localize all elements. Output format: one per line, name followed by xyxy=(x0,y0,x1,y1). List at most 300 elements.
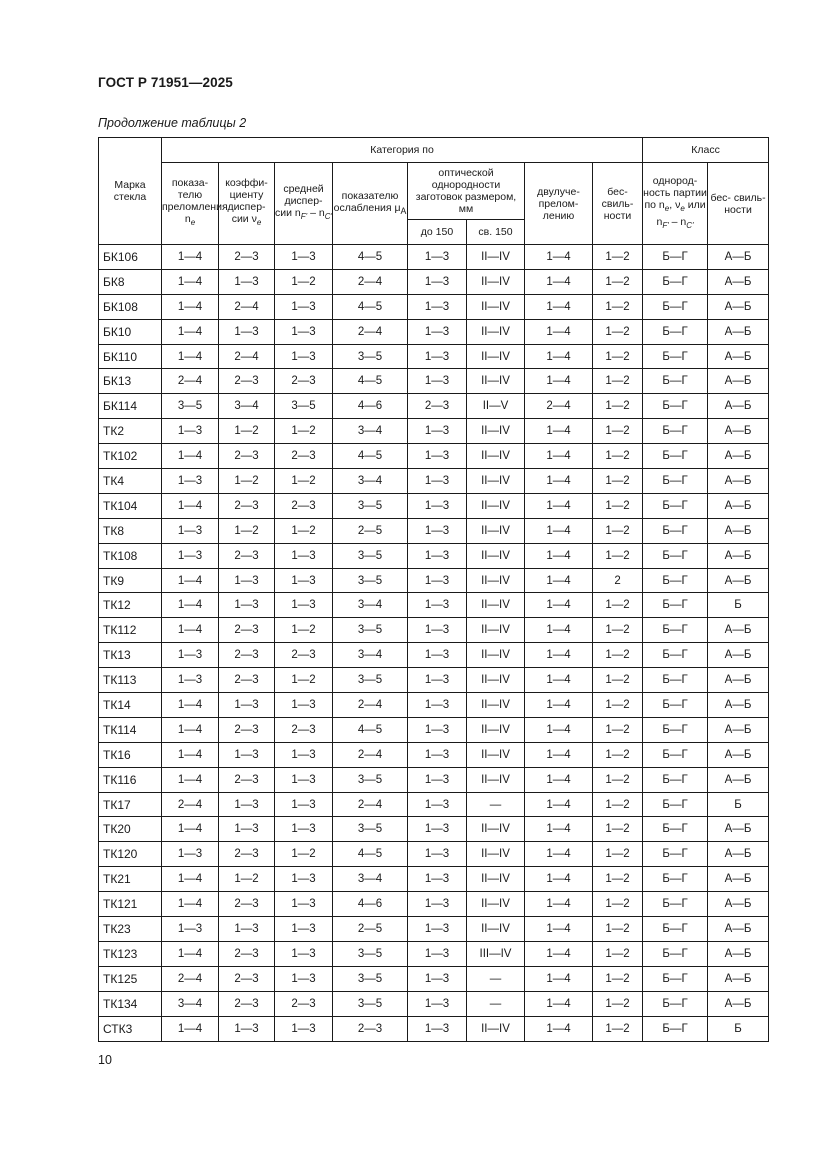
table-row xyxy=(99,792,769,817)
table-cell: 1—3 xyxy=(408,419,467,444)
glass-mark-cell: ТК12 xyxy=(99,593,162,618)
table-cell: 1—2 xyxy=(275,618,333,643)
table-row xyxy=(99,593,769,618)
table-cell: 1—3 xyxy=(275,543,333,568)
table-cell: 1—2 xyxy=(275,269,333,294)
table-cell: 3—5 xyxy=(162,394,219,419)
table-cell: 1—2 xyxy=(275,518,333,543)
table-cell: 1—4 xyxy=(162,867,219,892)
table-cell: 2—3 xyxy=(275,717,333,742)
table-cell: 3—5 xyxy=(333,966,408,991)
table-cell: 1—3 xyxy=(408,245,467,270)
table-cell: 2—3 xyxy=(219,991,275,1016)
table-cell: 1—2 xyxy=(593,742,643,767)
table-cell: А—Б xyxy=(708,742,769,767)
table-cell: 1—3 xyxy=(408,469,467,494)
table-cell: 4—5 xyxy=(333,245,408,270)
table-cell: — xyxy=(467,792,525,817)
table-row xyxy=(99,643,769,668)
table-cell: А—Б xyxy=(708,369,769,394)
table-cell: Б—Г xyxy=(643,593,708,618)
table-cell: II—IV xyxy=(467,693,525,718)
table-cell: Б—Г xyxy=(643,892,708,917)
table-cell: 1—3 xyxy=(275,593,333,618)
table-cell: 1—4 xyxy=(525,419,593,444)
table-cell: 1—4 xyxy=(162,568,219,593)
table-cell: 1—2 xyxy=(593,643,643,668)
table-cell: Б—Г xyxy=(643,493,708,518)
table-cell: 1—3 xyxy=(408,867,467,892)
table-cell: 2—4 xyxy=(162,369,219,394)
table-cell: 1—3 xyxy=(408,966,467,991)
glass-mark-cell: БК10 xyxy=(99,319,162,344)
table-cell: 1—2 xyxy=(275,668,333,693)
table-cell: 1—3 xyxy=(275,867,333,892)
table-cell: — xyxy=(467,991,525,1016)
table-cell: 2—5 xyxy=(333,917,408,942)
table-cell: 1—2 xyxy=(593,917,643,942)
table-cell: 3—5 xyxy=(333,493,408,518)
table-cell: 1—3 xyxy=(408,618,467,643)
table-cell: 1—4 xyxy=(162,767,219,792)
table-cell: Б—Г xyxy=(643,742,708,767)
table-cell: Б—Г xyxy=(643,867,708,892)
table-cell: 4—6 xyxy=(333,394,408,419)
table-cell: II—IV xyxy=(467,643,525,668)
table-cell: А—Б xyxy=(708,941,769,966)
table-cell: 1—3 xyxy=(275,892,333,917)
table-cell: 2—5 xyxy=(333,518,408,543)
header-optical-homogeneity: оптической однородности заготовок размером, мм xyxy=(408,163,525,220)
table-cell: 1—4 xyxy=(525,543,593,568)
table-cell: 1—4 xyxy=(162,693,219,718)
table-cell: 1—3 xyxy=(162,543,219,568)
table-cell: 1—2 xyxy=(593,369,643,394)
table-cell: 1—4 xyxy=(162,717,219,742)
table-cell: 3—4 xyxy=(333,469,408,494)
glass-mark-cell: ТК104 xyxy=(99,493,162,518)
table-cell: А—Б xyxy=(708,767,769,792)
table-row xyxy=(99,966,769,991)
table-cell: 1—2 xyxy=(593,543,643,568)
table-cell: 1—3 xyxy=(408,369,467,394)
table-cell: II—IV xyxy=(467,493,525,518)
table-cell: 1—3 xyxy=(408,817,467,842)
table-cell: 3—5 xyxy=(333,767,408,792)
table-cell: 1—4 xyxy=(525,593,593,618)
table-cell: 2—3 xyxy=(219,618,275,643)
table-cell: 1—4 xyxy=(525,991,593,1016)
table-cell: 1—4 xyxy=(525,867,593,892)
table-cell: 3—5 xyxy=(333,618,408,643)
table-cell: 1—4 xyxy=(525,469,593,494)
table-cell: 1—2 xyxy=(593,319,643,344)
table-cell: 1—4 xyxy=(525,817,593,842)
table-cell: 1—3 xyxy=(408,269,467,294)
table-cell: А—Б xyxy=(708,842,769,867)
header-attenuation: показателю ослабления $\mu_A$ xyxy=(333,163,408,245)
table-cell: II—IV xyxy=(467,742,525,767)
table-cell: Б—Г xyxy=(643,767,708,792)
table-cell: 1—2 xyxy=(593,493,643,518)
table-cell: Б—Г xyxy=(643,643,708,668)
table-cell: А—Б xyxy=(708,991,769,1016)
header-over-150: св. 150 xyxy=(467,220,525,245)
table-row xyxy=(99,344,769,369)
table-cell: А—Б xyxy=(708,693,769,718)
table-cell: 1—2 xyxy=(593,991,643,1016)
table-cell: 3—4 xyxy=(333,867,408,892)
table-cell: 1—4 xyxy=(525,966,593,991)
table-cell: 1—3 xyxy=(275,792,333,817)
table-cell: 1—3 xyxy=(408,593,467,618)
table-cell: Б—Г xyxy=(643,344,708,369)
table-cell: II—IV xyxy=(467,419,525,444)
table-cell: 2—3 xyxy=(275,991,333,1016)
table-cell: 1—3 xyxy=(408,518,467,543)
table-cell: А—Б xyxy=(708,394,769,419)
table-cell: Б—Г xyxy=(643,991,708,1016)
table-row xyxy=(99,817,769,842)
table-cell: Б—Г xyxy=(643,668,708,693)
table-cell: 1—3 xyxy=(219,269,275,294)
table-cell: 2—4 xyxy=(219,294,275,319)
table-cell: Б—Г xyxy=(643,693,708,718)
table-cell: А—Б xyxy=(708,917,769,942)
table-cell: II—IV xyxy=(467,717,525,742)
table-cell: 2—3 xyxy=(219,369,275,394)
table-row xyxy=(99,518,769,543)
table-cell: 1—4 xyxy=(525,269,593,294)
table-cell: II—IV xyxy=(467,568,525,593)
table-cell: 2—3 xyxy=(219,767,275,792)
header-up-to-150: до 150 xyxy=(408,220,467,245)
table-cell: 1—3 xyxy=(275,245,333,270)
header-birefringence: двулуче- прелом- лению xyxy=(525,163,593,245)
header-category-group: Категория по xyxy=(162,138,643,163)
table-cell: А—Б xyxy=(708,817,769,842)
table-cell: 1—4 xyxy=(525,643,593,668)
table-row xyxy=(99,294,769,319)
glass-mark-cell: БК108 xyxy=(99,294,162,319)
table-cell: 4—5 xyxy=(333,444,408,469)
table-cell: 1—3 xyxy=(162,419,219,444)
table-cell: II—IV xyxy=(467,1016,525,1041)
table-cell: 1—3 xyxy=(162,842,219,867)
table-cell: Б—Г xyxy=(643,394,708,419)
table-cell: 1—4 xyxy=(162,294,219,319)
table-cell: 2—3 xyxy=(408,394,467,419)
table-cell: 1—4 xyxy=(162,344,219,369)
table-cell: 1—3 xyxy=(408,668,467,693)
header-class-group: Класс xyxy=(643,138,769,163)
table-cell: Б—Г xyxy=(643,568,708,593)
table-cell: II—IV xyxy=(467,444,525,469)
table-cell: Б—Г xyxy=(643,717,708,742)
table-cell: 1—3 xyxy=(275,344,333,369)
table-cell: А—Б xyxy=(708,966,769,991)
table-cell: 3—4 xyxy=(162,991,219,1016)
table-cell: А—Б xyxy=(708,643,769,668)
table-cell: II—IV xyxy=(467,767,525,792)
table-cell: 1—2 xyxy=(593,245,643,270)
table-cell: 2—3 xyxy=(219,842,275,867)
glass-mark-cell: ТК13 xyxy=(99,643,162,668)
table-cell: II—IV xyxy=(467,344,525,369)
table-cell: 1—4 xyxy=(162,618,219,643)
glass-mark-cell: БК13 xyxy=(99,369,162,394)
table-cell: Б—Г xyxy=(643,369,708,394)
table-cell: Б—Г xyxy=(643,294,708,319)
table-cell: II—IV xyxy=(467,668,525,693)
table-cell: 1—3 xyxy=(408,319,467,344)
table-cell: Б—Г xyxy=(643,419,708,444)
table-cell: 3—5 xyxy=(333,817,408,842)
table-cell: 1—4 xyxy=(525,792,593,817)
table-cell: Б—Г xyxy=(643,817,708,842)
table-cell: 1—2 xyxy=(275,419,333,444)
table-cell: 2—3 xyxy=(275,369,333,394)
table-cell: 4—5 xyxy=(333,294,408,319)
table-cell: 4—6 xyxy=(333,892,408,917)
table-cell: 2—4 xyxy=(333,269,408,294)
table-cell: 1—3 xyxy=(275,742,333,767)
table-cell: 1—4 xyxy=(162,593,219,618)
glass-mark-cell: ТК120 xyxy=(99,842,162,867)
table-cell: 2—3 xyxy=(219,668,275,693)
glass-mark-cell: ТК17 xyxy=(99,792,162,817)
table-cell: 1—4 xyxy=(525,518,593,543)
table-cell: 1—4 xyxy=(162,444,219,469)
table-cell: 1—3 xyxy=(219,917,275,942)
table-cell: — xyxy=(467,966,525,991)
table-cell: 1—3 xyxy=(219,319,275,344)
table-row xyxy=(99,693,769,718)
table-cell: 2—3 xyxy=(219,941,275,966)
glass-mark-cell: ТК113 xyxy=(99,668,162,693)
table-row xyxy=(99,319,769,344)
table-cell: Б—Г xyxy=(643,792,708,817)
table-cell: 1—3 xyxy=(275,767,333,792)
table-cell: 1—2 xyxy=(593,693,643,718)
table-cell: А—Б xyxy=(708,444,769,469)
table-cell: 1—3 xyxy=(408,344,467,369)
table-cell: 2—3 xyxy=(219,966,275,991)
table-cell: 1—3 xyxy=(408,294,467,319)
table-cell: А—Б xyxy=(708,543,769,568)
table-cell: 1—4 xyxy=(525,1016,593,1041)
table-cell: II—IV xyxy=(467,269,525,294)
table-cell: 2—3 xyxy=(333,1016,408,1041)
glass-mark-cell: ТК134 xyxy=(99,991,162,1016)
glass-mark-cell: СТК3 xyxy=(99,1016,162,1041)
table-cell: 1—4 xyxy=(525,742,593,767)
glass-category-table xyxy=(98,137,769,1042)
table-cell: 2—4 xyxy=(333,742,408,767)
table-cell: 2 xyxy=(593,568,643,593)
table-cell: Б—Г xyxy=(643,469,708,494)
table-cell: 1—3 xyxy=(219,593,275,618)
table-cell: Б xyxy=(708,792,769,817)
table-cell: 2—3 xyxy=(275,643,333,668)
table-row xyxy=(99,767,769,792)
table-cell: 1—4 xyxy=(162,892,219,917)
table-cell: 1—4 xyxy=(525,568,593,593)
table-cell: 1—4 xyxy=(525,444,593,469)
table-cell: 1—4 xyxy=(525,892,593,917)
table-cell: 2—3 xyxy=(219,245,275,270)
table-cell: 2—3 xyxy=(219,543,275,568)
table-cell: 1—3 xyxy=(162,668,219,693)
glass-mark-cell: ТК21 xyxy=(99,867,162,892)
table-cell: А—Б xyxy=(708,269,769,294)
table-cell: II—IV xyxy=(467,618,525,643)
table-cell: 1—2 xyxy=(219,867,275,892)
table-cell: 1—4 xyxy=(162,269,219,294)
table-cell: 2—4 xyxy=(162,966,219,991)
table-cell: 1—2 xyxy=(275,842,333,867)
table-cell: 3—4 xyxy=(333,419,408,444)
table-row xyxy=(99,941,769,966)
table-cell: А—Б xyxy=(708,419,769,444)
table-cell: 1—2 xyxy=(593,344,643,369)
table-cell: Б—Г xyxy=(643,941,708,966)
glass-mark-cell: ТК112 xyxy=(99,618,162,643)
table-cell: А—Б xyxy=(708,892,769,917)
glass-mark-cell: БК106 xyxy=(99,245,162,270)
glass-mark-cell: ТК2 xyxy=(99,419,162,444)
table-cell: 1—3 xyxy=(275,319,333,344)
table-cell: 1—2 xyxy=(593,394,643,419)
table-cell: 2—4 xyxy=(333,693,408,718)
table-cell: 1—4 xyxy=(162,941,219,966)
table-cell: 1—3 xyxy=(219,693,275,718)
table-cell: 2—4 xyxy=(525,394,593,419)
table-cell: 2—3 xyxy=(219,892,275,917)
table-body xyxy=(99,245,769,1042)
table-cell: 3—5 xyxy=(333,344,408,369)
table-cell: 1—3 xyxy=(408,717,467,742)
table-cell: 1—3 xyxy=(219,568,275,593)
table-cell: 1—3 xyxy=(408,643,467,668)
table-cell: 1—4 xyxy=(525,618,593,643)
table-cell: 1—4 xyxy=(162,319,219,344)
header-dispersion-coefficient: коэффи- циенту диспер- сии $\nu_e$ xyxy=(219,163,275,245)
table-cell: 1—3 xyxy=(408,568,467,593)
table-cell: 1—4 xyxy=(525,369,593,394)
glass-mark-cell: ТК8 xyxy=(99,518,162,543)
table-cell: Б—Г xyxy=(643,917,708,942)
table-cell: А—Б xyxy=(708,568,769,593)
page-number: 10 xyxy=(98,1053,112,1067)
header-mark: Марка стекла xyxy=(99,138,162,245)
table-cell: 1—2 xyxy=(593,668,643,693)
table-cell: II—IV xyxy=(467,842,525,867)
table-cell: 3—4 xyxy=(333,643,408,668)
table-cell: 1—2 xyxy=(219,518,275,543)
table-row xyxy=(99,394,769,419)
table-cell: Б—Г xyxy=(643,319,708,344)
table-row xyxy=(99,419,769,444)
table-cell: 1—3 xyxy=(275,966,333,991)
glass-mark-cell: ТК4 xyxy=(99,469,162,494)
table-cell: 2—3 xyxy=(275,493,333,518)
table-cell: 1—2 xyxy=(593,469,643,494)
header-bubbles: бес- свиль- ности xyxy=(593,163,643,245)
table-cell: 3—5 xyxy=(333,668,408,693)
table-cell: А—Б xyxy=(708,493,769,518)
table-cell: 1—3 xyxy=(275,817,333,842)
table-row xyxy=(99,742,769,767)
table-cell: 3—4 xyxy=(333,593,408,618)
table-cell: 1—3 xyxy=(162,469,219,494)
table-cell: 1—2 xyxy=(593,966,643,991)
table-cell: 1—3 xyxy=(162,518,219,543)
table-cell: II—IV xyxy=(467,917,525,942)
table-cell: 1—2 xyxy=(593,867,643,892)
table-cell: 1—3 xyxy=(408,892,467,917)
table-cell: 2—4 xyxy=(162,792,219,817)
table-cell: 1—4 xyxy=(525,668,593,693)
table-cell: 1—2 xyxy=(593,419,643,444)
glass-mark-cell: ТК108 xyxy=(99,543,162,568)
table-cell: 1—2 xyxy=(593,817,643,842)
table-row xyxy=(99,867,769,892)
glass-mark-cell: ТК14 xyxy=(99,693,162,718)
table-cell: А—Б xyxy=(708,245,769,270)
table-cell: А—Б xyxy=(708,344,769,369)
table-cell: 1—2 xyxy=(593,1016,643,1041)
table-cell: 1—2 xyxy=(593,842,643,867)
table-cell: 1—2 xyxy=(593,618,643,643)
table-cell: II—IV xyxy=(467,369,525,394)
table-cell: А—Б xyxy=(708,867,769,892)
table-cell: 1—3 xyxy=(408,991,467,1016)
table-cell: 1—3 xyxy=(275,917,333,942)
header-batch-homogeneity: однород- ность партии по $n_e$, $\nu_e$ или $n_{F'} - n_{C'}$ xyxy=(643,163,708,245)
table-cell: 1—4 xyxy=(525,245,593,270)
table-cell: 1—3 xyxy=(275,568,333,593)
table-row xyxy=(99,568,769,593)
table-cell: А—Б xyxy=(708,518,769,543)
table-cell: 1—2 xyxy=(593,717,643,742)
table-cell: 3—5 xyxy=(333,568,408,593)
table-cell: Б—Г xyxy=(643,245,708,270)
table-cell: 1—2 xyxy=(219,469,275,494)
table-cell: 1—4 xyxy=(162,1016,219,1041)
table-cell: 2—4 xyxy=(219,344,275,369)
table-cell: II—IV xyxy=(467,867,525,892)
table-cell: 4—5 xyxy=(333,369,408,394)
table-cell: 1—2 xyxy=(593,593,643,618)
header-mean-dispersion: средней диспер- сии $n_{F'} - n_{C'}$ xyxy=(275,163,333,245)
table-cell: Б xyxy=(708,1016,769,1041)
table-cell: 1—4 xyxy=(525,294,593,319)
table-cell: II—IV xyxy=(467,518,525,543)
table-cell: Б—Г xyxy=(643,518,708,543)
glass-mark-cell: БК8 xyxy=(99,269,162,294)
table-row xyxy=(99,543,769,568)
table-row xyxy=(99,991,769,1016)
table-cell: Б—Г xyxy=(643,269,708,294)
table-cell: 1—3 xyxy=(408,693,467,718)
table-cell: 1—3 xyxy=(275,294,333,319)
table-cell: II—IV xyxy=(467,817,525,842)
table-cell: Б—Г xyxy=(643,842,708,867)
table-cell: 1—3 xyxy=(408,941,467,966)
table-cell: 1—3 xyxy=(219,742,275,767)
table-cell: II—IV xyxy=(467,593,525,618)
